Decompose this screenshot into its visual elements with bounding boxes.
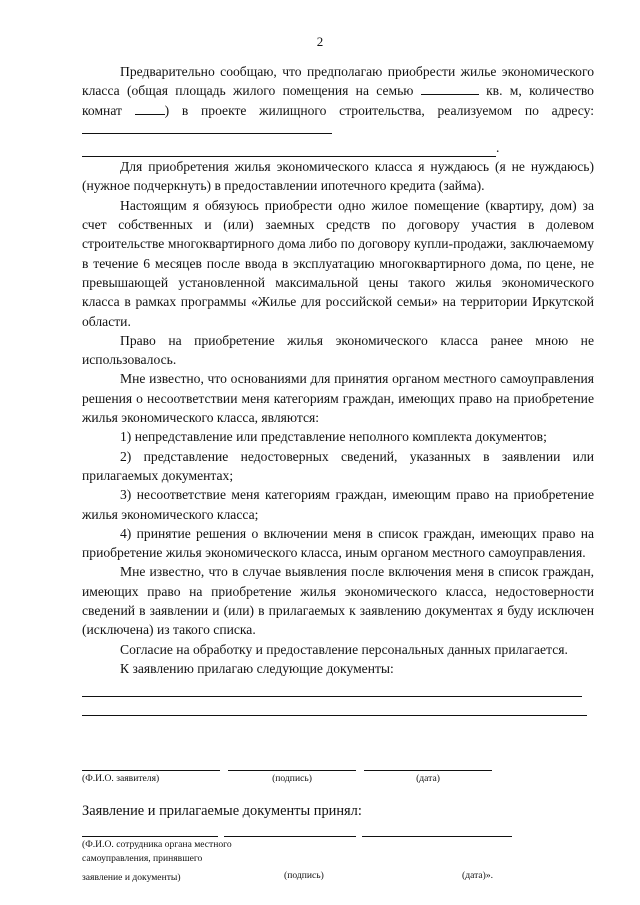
grounds-item-2: 2) представление недостоверных сведений, указанных в заявлении или прилагаемых документах; — [82, 448, 594, 483]
page-number: 2 — [316, 34, 324, 49]
paragraph-obligation: Настоящим я обязуюсь приобрести одно жилое помещение (квартиру, дом) за счет собственных и (или) заемных средств по договору участия в долевом строительстве многоквартирного дома либо по договору купли-продажи, заключаемому в течение 6 месяцев после ввода в эксплуатацию многоквартирного дома, по цене, не превышающей установленной максимальной цены такого жилья экономического класса в рамках программы «Жилье для российской семьи» на территории Иркутской области. — [82, 197, 594, 329]
address-blank — [82, 121, 332, 134]
applicant-date-label: (дата) — [416, 773, 440, 784]
applicant-name-field — [82, 770, 220, 784]
accepted-title: Заявление и прилагаемые документы принял: — [82, 803, 362, 819]
grounds-item-4: 4) принятие решения о включении меня в список граждан, имеющих право на приобретение жилья экономического класса, иным органом местного самоуправления. — [82, 525, 594, 561]
address-line-row — [82, 139, 594, 157]
applicant-signature-field — [228, 770, 356, 784]
intent-text-b: кв. м, количество комнат — [82, 83, 594, 118]
intent-text-a: Предварительно сообщаю, что предполагаю приобрести жилье экономического класса (общая площадь жилого помещения на семью — [82, 64, 594, 99]
rooms-blank — [135, 102, 165, 115]
staff-signature-line — [224, 836, 356, 837]
grounds-item-1: 1) непредставление или представление неполного комплекта документов; — [120, 429, 547, 445]
paragraph-exclusion: Мне известно, что в случае выявления после включения меня в список граждан, имеющих право на приобретение жилья экономического класса, недостоверности сведений в заявлении и (или) в прилагаемых к заявлению документах я буду исключен (исключена) из такого списка. — [82, 564, 594, 638]
staff-date-line — [362, 836, 512, 837]
area-blank — [421, 82, 479, 95]
attachments-line-2 — [82, 697, 587, 716]
attachments-line-1 — [82, 678, 582, 697]
staff-signature-label: (подпись) — [284, 870, 324, 881]
applicant-signature-label: (подпись) — [272, 773, 312, 784]
paragraph-consent: Согласие на обработку и предоставление персональных данных прилагается. — [120, 641, 568, 657]
paragraph-attachments: К заявлению прилагаю следующие документы: — [120, 660, 394, 676]
grounds-item-3: 3) несоответствие меня категориям граждан, имеющим право на приобретение жилья экономического класса; — [82, 487, 594, 522]
paragraph-right-not-used: Право на приобретение жилья экономического класса ранее мною не использовалось. — [82, 332, 594, 368]
document-body — [82, 62, 594, 716]
staff-date-label: (дата)». — [462, 870, 494, 881]
staff-name-label: (Ф.И.О. сотрудника органа местного самоуправления, принявшего заявление и документы) — [82, 839, 232, 883]
paragraph-mortgage: Для приобретения жилья экономического класса я нуждаюсь (я не нуждаюсь) (нужное подчеркнуть) в предоставлении ипотечного кредита (займа). — [82, 159, 594, 194]
address-end-dot: . — [496, 139, 500, 155]
paragraph-grounds: Мне известно, что основаниями для принятия органом местного самоуправления решения о несоответствии меня категориям граждан, имеющих право на приобретение жилья экономического класса, являются: — [82, 371, 594, 426]
intent-text-c: ) в проекте жилищного строительства, реализуемом по адресу: — [164, 102, 594, 118]
paragraph-intent — [82, 62, 594, 139]
staff-name-line — [82, 836, 218, 837]
address-blank-continued — [82, 144, 496, 157]
applicant-date-field — [364, 770, 492, 784]
applicant-name-label: (Ф.И.О. заявителя) — [82, 773, 160, 784]
